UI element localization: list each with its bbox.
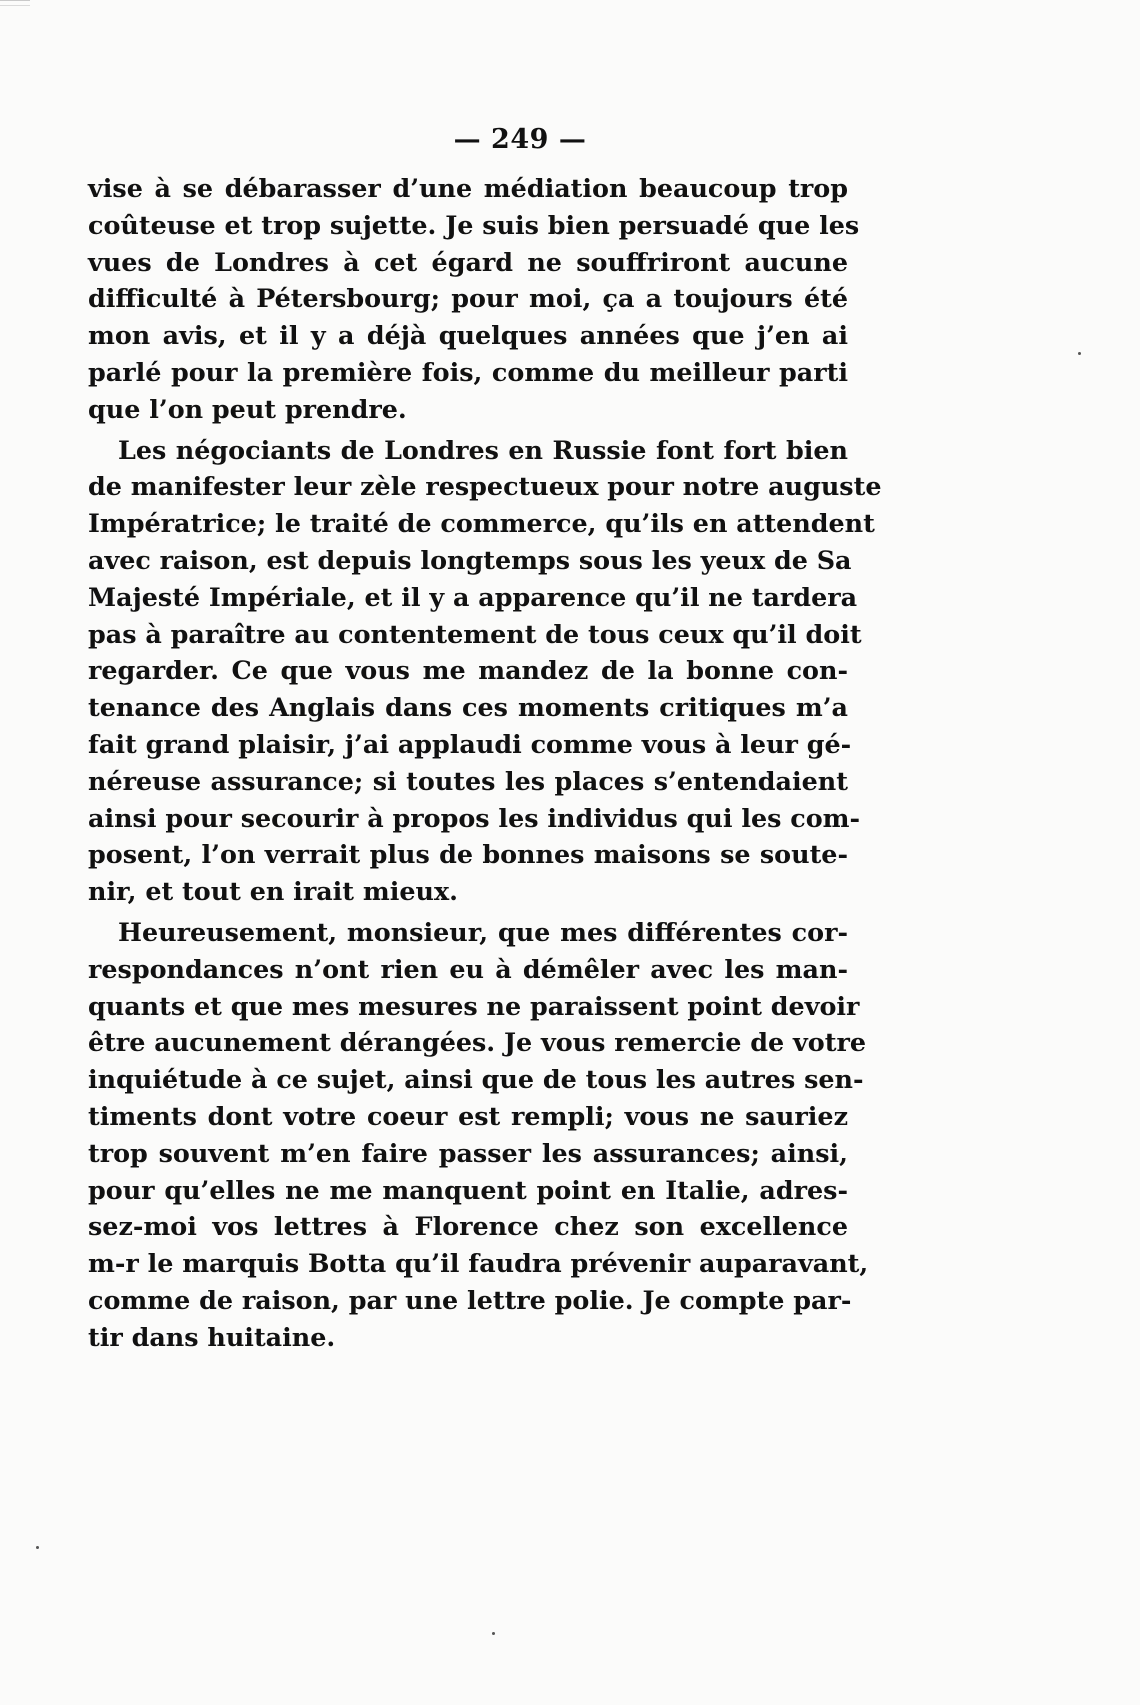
text-line: respondances n’ont rien eu à démêler avec les man- <box>88 953 848 984</box>
text-line: Heureusement, monsieur, que mes différentes cor- <box>118 916 848 947</box>
text-line: coûteuse et trop sujette. Je suis bien persuadé que les <box>88 209 860 240</box>
text-line: Les négociants de Londres en Russie font fort bien <box>118 434 848 465</box>
body-text <box>88 170 882 1356</box>
page-number: — 249 — <box>453 124 587 155</box>
text-line: tir dans huitaine. <box>88 1321 336 1352</box>
text-line: parlé pour la première fois, comme du meilleur parti <box>88 356 848 387</box>
paragraph <box>88 914 869 1356</box>
text-line: quants et que mes mesures ne paraissent point devoir <box>88 990 860 1021</box>
text-line: fait grand plaisir, j’ai applaudi comme vous à leur gé- <box>88 728 852 759</box>
text-line: mon avis, et il y a déjà quelques années que j’en ai <box>88 320 848 351</box>
text-line: être aucunement dérangées. Je vous remercie de votre <box>88 1027 866 1058</box>
text-line: nir, et tout en irait mieux. <box>88 876 458 907</box>
text-line: m-r le marquis Botta qu’il faudra prévenir auparavant, <box>88 1248 869 1279</box>
text-line: avec raison, est depuis longtemps sous les yeux de Sa <box>88 544 852 575</box>
scan-edge-mark <box>0 0 30 6</box>
text-line: Majesté Impériale, et il y a apparence qu’il ne tardera <box>88 581 858 612</box>
text-line: ainsi pour secourir à propos les individus qui les com- <box>88 802 861 833</box>
text-line: pas à paraître au contentement de tous ceux qu’il doit <box>88 618 862 649</box>
text-line: comme de raison, par une lettre polie. Je compte par- <box>88 1284 852 1315</box>
text-line: difficulté à Pétersbourg; pour moi, ça a toujours été <box>88 283 848 314</box>
scan-speck <box>36 1546 39 1549</box>
text-line: trop souvent m’en faire passer les assurances; ainsi, <box>88 1137 848 1168</box>
text-line: pour qu’elles ne me manquent point en Italie, adres- <box>88 1174 848 1205</box>
scan-speck <box>492 1632 495 1635</box>
text-line: regarder. Ce que vous me mandez de la bonne con- <box>88 655 848 686</box>
text-line: posent, l’on verrait plus de bonnes maisons se soute- <box>88 839 848 870</box>
scan-speck <box>1078 352 1081 355</box>
text-line: vues de Londres à cet égard ne souffriront aucune <box>88 246 848 277</box>
text-line: que l’on peut prendre. <box>88 393 407 424</box>
paragraph <box>88 432 882 910</box>
text-line: inquiétude à ce sujet, ainsi que de tous les autres sen- <box>88 1064 864 1095</box>
text-line: Impératrice; le traité de commerce, qu’ils en attendent <box>88 508 875 539</box>
text-line: sez-moi vos lettres à Florence chez son excellence <box>88 1211 848 1242</box>
text-line: timents dont votre coeur est rempli; vous ne sauriez <box>88 1100 848 1131</box>
text-line: tenance des Anglais dans ces moments critiques m’a <box>88 692 848 723</box>
text-line: vise à se débarasser d’une médiation beaucoup trop <box>88 173 848 203</box>
paragraph <box>88 170 860 428</box>
text-line: néreuse assurance; si toutes les places s’entendaient <box>88 765 848 796</box>
text-line: de manifester leur zèle respectueux pour notre auguste <box>88 471 882 502</box>
